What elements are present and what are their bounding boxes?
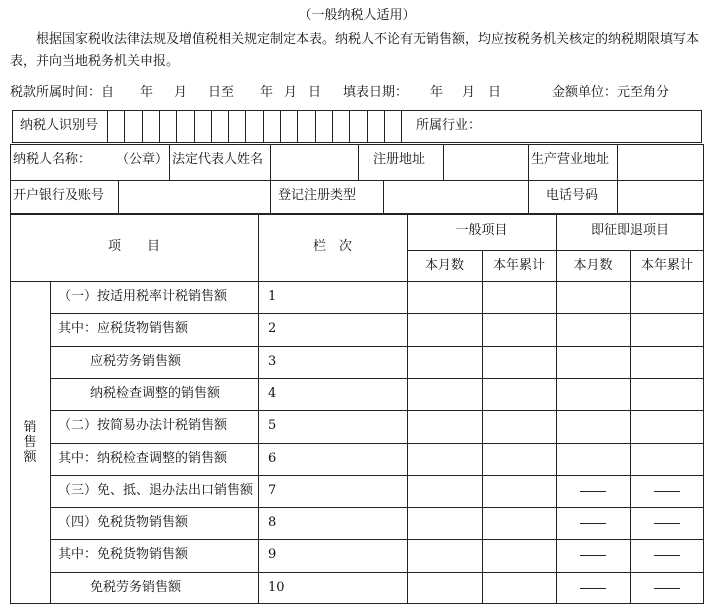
immediate-refund-header: 即征即退项目 — [590, 223, 669, 238]
period-month-2: 月 — [284, 85, 298, 100]
phone-label: 电话号码 — [546, 188, 599, 203]
fill-day: 日 — [488, 85, 502, 100]
taxpayer-id-cell-divider — [159, 110, 160, 143]
column-no-header: 栏 次 — [312, 239, 352, 254]
biz-address-label: 生产营业地址 — [531, 152, 610, 167]
row-number: 4 — [268, 385, 277, 401]
taxpayer-id-cell-divider — [211, 110, 212, 143]
taxpayer-id-cell-divider — [228, 110, 229, 143]
row-label: 其中：应税货物销售额 — [58, 321, 189, 337]
general-year-total: 本年累计 — [492, 258, 545, 273]
taxpayer-name-label: 纳税人名称： — [13, 152, 92, 167]
taxpayer-id-label: 纳税人识别号 — [20, 118, 99, 133]
immediate-year-total: 本年累计 — [640, 258, 693, 273]
sales-group-label: 销 售 额 — [23, 420, 37, 465]
row-label: 免税劳务销售额 — [90, 579, 182, 595]
taxpayer-id-cell-divider — [245, 110, 246, 143]
taxpayer-id-cell-divider — [124, 110, 125, 143]
row-divider — [50, 410, 704, 411]
row-label: （二）按简易办法计税销售额 — [58, 418, 228, 434]
row-divider — [50, 507, 704, 508]
not-applicable-dash — [654, 555, 680, 556]
row-label: 应税劳务销售额 — [90, 353, 182, 369]
amount-unit: 金额单位：元至角分 — [552, 85, 670, 100]
period-day-2: 日 — [308, 85, 322, 100]
not-applicable-dash — [654, 588, 680, 589]
row-number: 8 — [268, 515, 277, 531]
not-applicable-dash — [580, 491, 606, 492]
taxpayer-id-cell-divider — [297, 110, 298, 143]
row-label: （一）按适用税率计税销售额 — [58, 289, 228, 304]
not-applicable-dash — [580, 523, 606, 524]
not-applicable-dash — [654, 491, 680, 492]
taxpayer-id-cell-divider — [349, 110, 350, 143]
fill-month: 月 — [462, 85, 476, 100]
general-header: 一般项目 — [455, 223, 508, 238]
immediate-current-month: 本月数 — [573, 258, 613, 273]
reg-type-label: 登记注册类型 — [278, 188, 357, 203]
taxpayer-id-cell-divider — [332, 110, 333, 143]
taxpayer-id-cell-divider — [401, 110, 402, 143]
row-divider — [50, 475, 704, 476]
industry-label: 所属行业： — [416, 118, 482, 133]
form-intro: 根据国家税收法律法规及增值税相关规定制定本表。纳税人不论有无销售额，均应按税务机关核定的纳税期限填写本表，并向当地税务机关申报。 — [10, 32, 700, 69]
period-year-1: 年 — [140, 85, 154, 100]
row-divider — [50, 378, 704, 379]
not-applicable-dash — [654, 523, 680, 524]
row-number: 7 — [268, 482, 277, 498]
not-applicable-dash — [580, 588, 606, 589]
taxpayer-id-cell-divider — [176, 110, 177, 143]
row-divider — [50, 443, 704, 444]
taxpayer-id-cell-divider — [280, 110, 281, 143]
bank-account-label: 开户银行及账号 — [13, 188, 105, 203]
taxpayer-id-cell-divider — [142, 110, 143, 143]
row-number: 5 — [268, 418, 277, 434]
row-number: 2 — [268, 321, 277, 337]
period-label: 税款所属时间：自 — [10, 85, 115, 100]
general-current-month: 本月数 — [424, 258, 464, 273]
period-day-to: 日至 — [208, 85, 235, 100]
period-month-1: 月 — [174, 85, 188, 100]
row-label: （四）免税货物销售额 — [58, 515, 189, 531]
taxpayer-id-cell-divider — [263, 110, 264, 143]
taxpayer-id-cell-divider — [315, 110, 316, 143]
row-label: 其中：纳税检查调整的销售额 — [58, 450, 228, 466]
row-number: 3 — [268, 353, 277, 369]
form-subtitle: （一般纳税人适用） — [298, 8, 416, 23]
period-line — [10, 81, 710, 101]
taxpayer-id-cell-divider — [107, 110, 108, 143]
seal-label: （公章） — [116, 152, 169, 167]
item-header: 项 目 — [107, 239, 160, 254]
taxpayer-id-cell-divider — [384, 110, 385, 143]
row-number: 9 — [268, 547, 277, 563]
row-divider — [50, 539, 704, 540]
row-divider — [50, 313, 704, 314]
row-number: 1 — [268, 289, 277, 304]
period-year-2: 年 — [260, 85, 274, 100]
legal-rep-label: 法定代表人姓名 — [172, 152, 264, 167]
fill-date-label: 填表日期： — [343, 85, 409, 100]
row-label: 纳税检查调整的销售额 — [90, 385, 221, 401]
taxpayer-id-cell-divider — [367, 110, 368, 143]
row-divider — [50, 346, 704, 347]
row-label: （三）免、抵、退办法出口销售额 — [58, 482, 254, 498]
row-number: 6 — [268, 450, 277, 466]
row-divider — [50, 572, 704, 573]
fill-year: 年 — [430, 85, 444, 100]
not-applicable-dash — [580, 555, 606, 556]
taxpayer-id-box — [12, 110, 702, 143]
row-label: 其中：免税货物销售额 — [58, 547, 189, 563]
row-number: 10 — [268, 579, 285, 595]
reg-address-label: 注册地址 — [373, 152, 426, 167]
taxpayer-id-cell-divider — [194, 110, 195, 143]
